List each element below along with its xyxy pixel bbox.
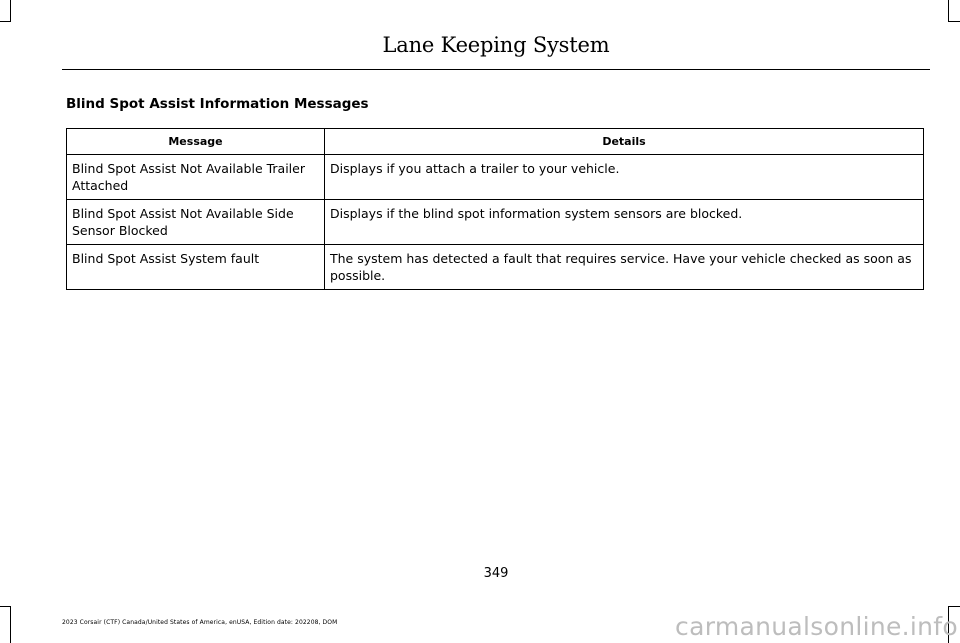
crop-mark-bottom-right-horizontal [948, 606, 960, 607]
crop-mark-top-left-vertical [10, 0, 11, 22]
page-title: Lane Keeping System [382, 33, 610, 57]
edition-footer: 2023 Corsair (CTF) Canada/United States of America, enUSA, Edition date: 202208, DOM [62, 619, 338, 626]
details-cell: Displays if the blind spot information system sensors are blocked. [325, 200, 924, 245]
details-cell: The system has detected a fault that requires service. Have your vehicle checked as soon as possible. [325, 245, 924, 290]
crop-mark-top-left-horizontal [0, 21, 11, 22]
section-title: Blind Spot Assist Information Messages [66, 96, 369, 112]
page-number: 349 [483, 566, 509, 581]
table-row [67, 155, 924, 200]
column-header-message: Message [67, 129, 325, 155]
table-header-row [67, 129, 924, 155]
header-divider [62, 69, 930, 70]
column-header-details: Details [325, 129, 924, 155]
crop-mark-top-right-horizontal [948, 21, 960, 22]
message-cell: Blind Spot Assist Not Available Trailer Attached [67, 155, 325, 200]
message-cell: Blind Spot Assist Not Available Side Sensor Blocked [67, 200, 325, 245]
table-row [67, 200, 924, 245]
information-messages-table [66, 128, 924, 290]
details-cell: Displays if you attach a trailer to your vehicle. [325, 155, 924, 200]
table-row [67, 245, 924, 290]
crop-mark-bottom-left-horizontal [0, 606, 11, 607]
crop-mark-top-right-vertical [948, 0, 949, 22]
crop-mark-bottom-left-vertical [10, 606, 11, 643]
message-cell: Blind Spot Assist System fault [67, 245, 325, 290]
watermark: carmanualsonline.info [675, 612, 958, 641]
